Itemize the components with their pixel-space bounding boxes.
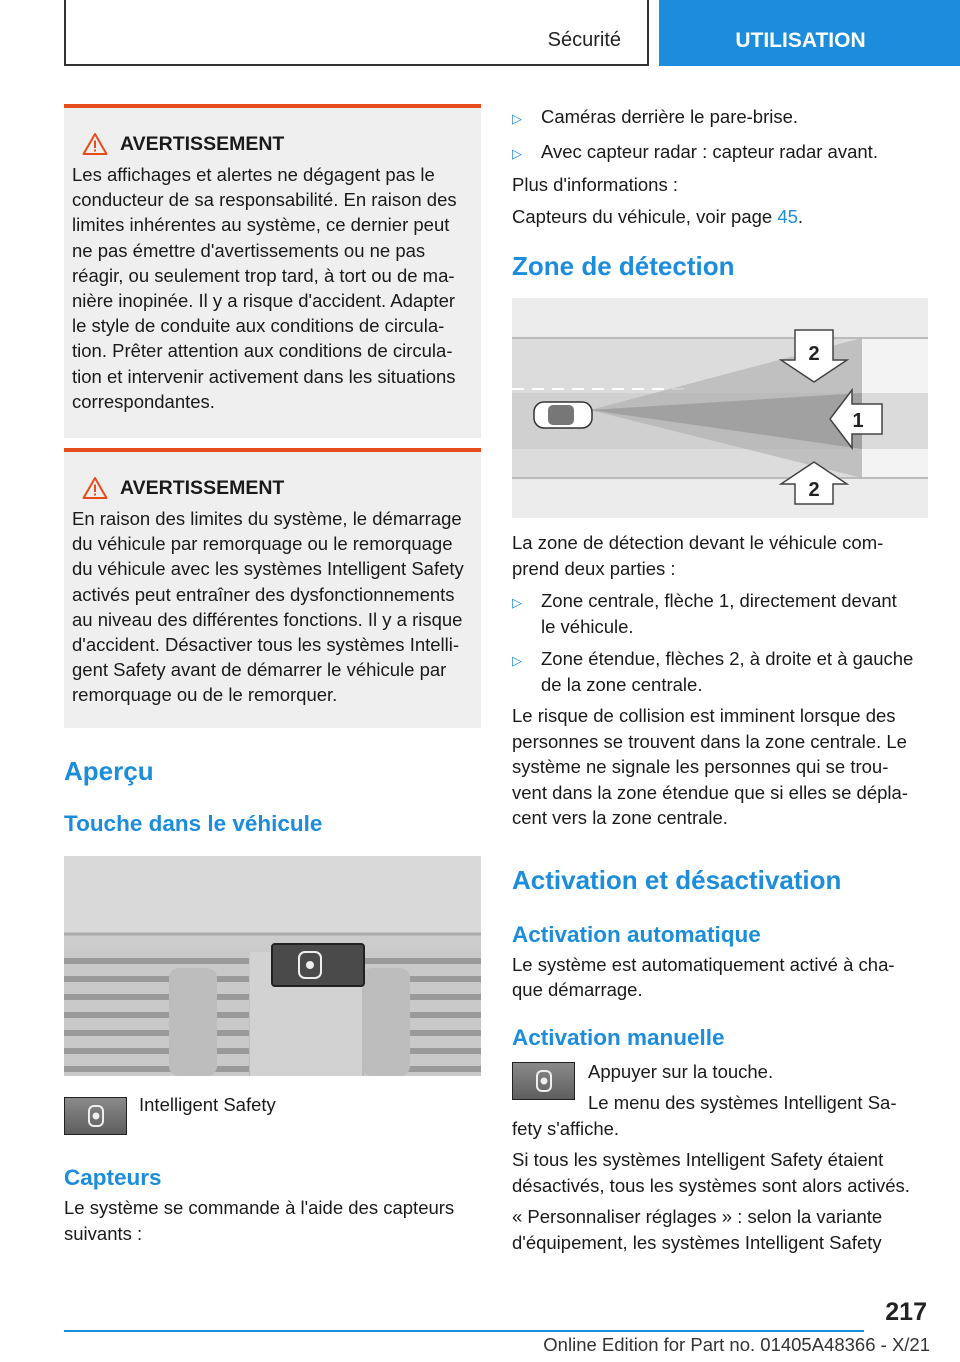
page-reference — [512, 204, 930, 230]
warning1-line: limites inhérentes au système, ce dernier peut — [72, 214, 450, 236]
detection-line: système ne signale les personnes qui se trou‐ — [512, 756, 889, 777]
sensors-heading: Capteurs — [64, 1165, 162, 1190]
list-item — [512, 139, 930, 167]
ref-suffix: . — [797, 205, 804, 227]
manual-activation-heading: Activation manuelle — [512, 1024, 725, 1050]
detection-line: cent vers la zone centrale. — [512, 807, 728, 828]
bullet-line: Zone centrale, flèche 1, directement devant — [541, 590, 897, 611]
bullet-triangle-icon: ▷ — [512, 653, 522, 668]
warning1-line: ne pas émettre d'avertissements ou ne pas — [72, 239, 426, 261]
warning1-line: réagir, ou seulement trop tard, à tort ou de ma‐ — [72, 264, 455, 286]
warning-title-text-1: AVERTISSEMENT — [120, 132, 285, 155]
auto-line: que démarrage. — [512, 979, 643, 1000]
car-shield-icon — [533, 1069, 555, 1093]
page-link[interactable]: 45 — [777, 205, 798, 227]
sensors-line: Le système se commande à l'aide des capteurs — [64, 1197, 455, 1218]
chapter-title: UTILISATION — [735, 29, 866, 52]
right-column — [512, 104, 930, 1255]
left-column — [64, 104, 481, 1246]
overview-heading: Aperçu — [64, 756, 154, 786]
warning2-line: du véhicule par remorquage ou le remorquage — [72, 533, 453, 555]
para-line: désactivés, tous les systèmes sont alors activés. — [512, 1174, 910, 1196]
activation-para-1 — [512, 1147, 930, 1198]
warning-body-2 — [72, 506, 473, 708]
detection-line: Le risque de collision est imminent lorsque des — [512, 705, 896, 726]
warning2-line: En raison des limites du système, le démarrage — [72, 508, 462, 529]
more-info-text: Plus d'informations : — [512, 174, 678, 195]
sensors-line: suivants : — [64, 1222, 143, 1244]
warning2-line: d'accident. Désactiver tous les systèmes Intelli‐ — [72, 634, 460, 656]
manual-step-1: Appuyer sur la touche. — [588, 1060, 774, 1082]
manual-step-2: Le menu des systèmes Intelligent Sa‐ — [588, 1092, 897, 1113]
bullet-text: Avec capteur radar : capteur radar avant. — [541, 140, 878, 162]
list-item — [512, 588, 930, 639]
intelligent-safety-button-icon — [512, 1062, 575, 1100]
detection-line: personnes se trouvent dans la zone centrale. Le — [512, 730, 907, 752]
button-caption: Intelligent Safety — [139, 1094, 276, 1115]
button-location-heading: Touche dans le véhicule — [64, 811, 323, 836]
car-icon — [534, 402, 592, 428]
warning1-line: tion et intervenir activement dans les situations — [72, 365, 456, 387]
detection-line: vent dans la zone étendue que si elles se dépla‐ — [512, 781, 908, 803]
edition-footer: Online Edition for Part no. 01405A48366 - X/21 — [543, 1334, 930, 1355]
footer-divider — [64, 1330, 864, 1332]
car-shield-icon — [85, 1104, 107, 1128]
warning-triangle-icon — [82, 132, 108, 156]
detection-text — [512, 703, 930, 831]
warning1-line: le style de conduite aux conditions de circula‐ — [72, 315, 445, 337]
intro-line: prend deux parties : — [512, 557, 676, 579]
bullet-triangle-icon: ▷ — [512, 111, 522, 126]
page-number: 217 — [885, 1298, 927, 1326]
sensors-text — [64, 1195, 481, 1246]
detection-intro — [512, 530, 930, 581]
arrow-label: 2 — [808, 343, 820, 365]
warning1-line: tion. Prêter attention aux conditions de circula‐ — [72, 340, 453, 362]
para-line: d'équipement, les systèmes Intelligent Safety — [512, 1231, 882, 1253]
warning2-line: gent Safety avant de démarrer le véhicule par — [72, 659, 447, 681]
bullet-line: de la zone centrale. — [541, 673, 703, 695]
warning2-line: remorquage ou de le remorquer. — [72, 684, 338, 706]
bullet-triangle-icon: ▷ — [512, 595, 522, 610]
warning1-line: conducteur de sa responsabilité. En raison des — [72, 189, 457, 211]
bullet-triangle-icon: ▷ — [512, 145, 522, 161]
warning2-line: du véhicule avec les systèmes Intelligent Safety — [72, 558, 464, 580]
activation-para-2 — [512, 1204, 930, 1255]
list-item — [512, 646, 930, 697]
chapter-tab — [659, 0, 960, 66]
dashboard-button-photo — [64, 856, 481, 1076]
bullet-line: Zone étendue, flèches 2, à droite et à gauche — [541, 648, 914, 669]
bullet-text — [541, 646, 913, 697]
detection-zone-heading: Zone de détection — [512, 251, 735, 281]
auto-line: Le système est automatiquement activé à cha‐ — [512, 953, 895, 975]
para-line: Si tous les systèmes Intelligent Safety étaient — [512, 1149, 884, 1170]
activation-heading: Activation et désactivation — [512, 864, 842, 895]
warning-triangle-icon — [82, 476, 108, 500]
warning1-line: nière inopinée. Il y a risque d'accident. Adapter — [72, 290, 456, 312]
arrow-label: 1 — [852, 410, 864, 432]
section-title: Sécurité — [547, 29, 621, 51]
manual-activation-row — [512, 1059, 930, 1116]
arrow-label: 2 — [808, 479, 820, 501]
ref-text: Capteurs du véhicule, voir page — [512, 205, 778, 227]
para-line: « Personnaliser réglages » : selon la variante — [512, 1206, 883, 1227]
warning1-line: Les affichages et alertes ne dégagent pas le — [72, 164, 435, 185]
warning2-line: au niveau des différentes fonctions. Il y a risque — [72, 608, 463, 630]
manual-steps — [588, 1059, 897, 1116]
warning-box-1 — [64, 104, 481, 438]
header-section-box — [64, 0, 649, 66]
intro-line: La zone de détection devant le véhicule com‐ — [512, 532, 884, 553]
warning-title-2 — [72, 476, 473, 500]
intelligent-safety-button-icon — [64, 1097, 127, 1135]
auto-activation-text — [512, 952, 930, 1003]
warning-title-text-2: AVERTISSEMENT — [120, 476, 285, 499]
bullet-text — [541, 588, 897, 639]
bullet-text: Caméras derrière le pare-brise. — [541, 106, 799, 127]
warning1-line: correspondantes. — [72, 390, 215, 412]
button-legend — [64, 1094, 481, 1135]
manual-step-2-cont: fety s'affiche. — [512, 1117, 620, 1139]
auto-activation-heading: Activation automatique — [512, 921, 761, 947]
bullet-line: le véhicule. — [541, 615, 634, 637]
warning2-line: activés peut entraîner des dysfonctionnements — [72, 583, 455, 605]
warning-body-1 — [72, 162, 473, 414]
list-item — [512, 104, 930, 132]
detection-zone-diagram — [512, 298, 928, 518]
warning-title-1 — [72, 132, 473, 156]
warning-box-2 — [64, 448, 481, 728]
